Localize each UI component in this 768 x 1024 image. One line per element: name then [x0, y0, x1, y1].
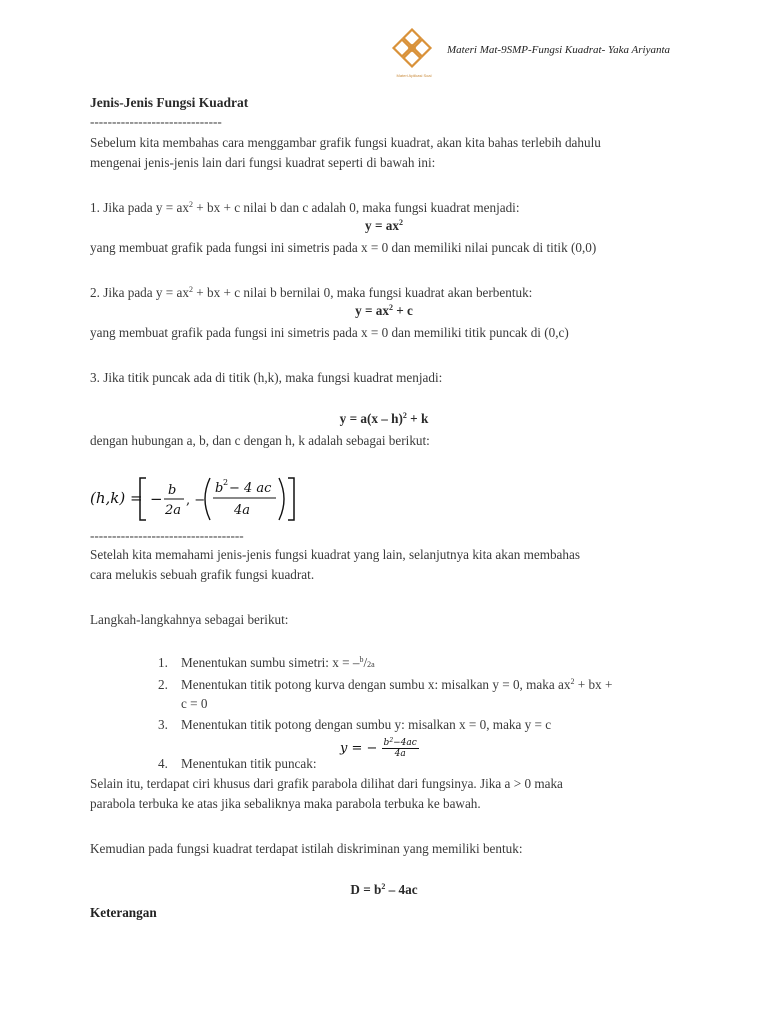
- step3-text: Menentukan titik potong dengan sumbu y: misalkan x = 0, maka y = c: [181, 717, 552, 732]
- item2-text-b: + bx + c nilai b bernilai 0, maka fungsi kuadrat akan berbentuk:: [193, 285, 533, 300]
- item1-text-b: + bx + c nilai b dan c adalah 0, maka fungsi kuadrat menjadi:: [193, 200, 520, 215]
- step1-text: [181, 653, 375, 675]
- item1-text: [90, 198, 520, 218]
- logo-caption: Materi Aplikasi Soal: [396, 73, 432, 78]
- item3-text: 3. Jika titik puncak ada di titik (h,k), maka fungsi kuadrat menjadi:: [90, 370, 443, 385]
- formula-text: + c: [392, 303, 413, 318]
- divider-dashes: ------------------------------: [90, 114, 222, 129]
- item1-desc: yang membuat grafik pada fungsi ini simetris pada x = 0 dan memiliki nilai puncak di titik (0,0): [90, 240, 597, 255]
- num-b: b: [383, 738, 390, 748]
- step2-cont: c = 0: [181, 696, 208, 711]
- hk-b: b: [168, 483, 177, 498]
- item1-formula: [0, 218, 768, 234]
- section-title: Jenis-Jenis Fungsi Kuadrat: [90, 95, 249, 110]
- keterangan-heading: Keterangan: [90, 905, 157, 920]
- divider-dashes-2: -----------------------------------: [90, 528, 244, 543]
- steps-intro: Langkah-langkahnya sebagai berikut:: [90, 612, 289, 627]
- step2-label-b: + bx +: [574, 677, 613, 692]
- sup: b: [359, 655, 364, 664]
- hk-formula: [88, 470, 298, 528]
- item2-text-a: 2. Jika pada y = ax: [90, 285, 189, 300]
- step4-number: 4.: [158, 756, 168, 771]
- hk-sup: 2: [223, 478, 229, 487]
- hk-b2: b: [215, 481, 224, 496]
- step2-number: 2.: [158, 677, 168, 692]
- formula-text: D = b: [350, 882, 382, 897]
- fraction-numerator: [382, 738, 419, 749]
- step2-label-a: Menentukan titik potong kurva dengan sumbu x: misalkan y = 0, maka ax: [181, 677, 571, 692]
- step4-fraction: [382, 738, 419, 759]
- selain-line-2: parabola terbuka ke atas jika sebaliknya maka parabola terbuka ke bawah.: [90, 796, 481, 811]
- step1-label: Menentukan sumbu simetri: x = –: [181, 655, 360, 670]
- intro-line-1: Sebelum kita membahas cara menggambar grafik fungsi kuadrat, akan kita bahas terlebih dahulu: [90, 135, 601, 150]
- selain-line-1: Selain itu, terdapat ciri khusus dari grafik parabola dilihat dari fungsinya. Jika a > 0 maka: [90, 776, 563, 791]
- step2-text: [181, 675, 612, 695]
- hk-lhs: (h,k) =: [90, 489, 143, 507]
- item2-text: [90, 283, 532, 303]
- after-line-1: Setelah kita memahami jenis-jenis fungsi kuadrat yang lain, selanjutnya kita akan membahas: [90, 547, 580, 562]
- sup: 2: [389, 737, 394, 744]
- hk-2a: 2a: [165, 503, 182, 518]
- intro-line-2: mengenai jenis-jenis lain dari fungsi kuadrat seperti di bawah ini:: [90, 155, 436, 170]
- step4-y: y = −: [340, 741, 378, 756]
- formula-text: y = ax: [365, 218, 399, 233]
- item3-desc: dengan hubungan a, b, dan c dengan h, k adalah sebagai berikut:: [90, 433, 430, 448]
- formula-text: y = a(x – h): [339, 411, 403, 426]
- svg-text:−: −: [150, 490, 163, 508]
- fraction-denominator: 4a: [394, 749, 406, 759]
- item2-desc: yang membuat grafik pada fungsi ini simetris pada x = 0 dan memiliki titik puncak di (0,c): [90, 325, 569, 340]
- step1-number: 1.: [158, 655, 168, 670]
- item2-formula: [0, 303, 768, 319]
- sup: 2: [381, 882, 386, 891]
- item3-formula: [0, 411, 768, 427]
- item1-text-a: 1. Jika pada y = ax: [90, 200, 189, 215]
- sup: 2: [189, 200, 193, 209]
- formula-text: + k: [406, 411, 429, 426]
- hk-minus4ac: − 4 ac: [229, 481, 272, 496]
- sup: 2: [570, 677, 575, 686]
- step4-formula: [340, 738, 419, 759]
- sup: 2: [189, 285, 193, 294]
- sup: 2: [402, 411, 407, 420]
- svg-text:, −: , −: [186, 493, 206, 508]
- kemudian-line: Kemudian pada fungsi kuadrat terdapat istilah diskriminan yang memiliki bentuk:: [90, 841, 523, 856]
- sub: 2a: [367, 660, 375, 669]
- num-rest: −4ac: [393, 738, 417, 748]
- hk-4a: 4a: [234, 503, 251, 518]
- step4-text: Menentukan titik puncak:: [181, 756, 317, 771]
- sup: 2: [388, 303, 393, 312]
- step3-number: 3.: [158, 717, 168, 732]
- slash: /: [363, 655, 368, 670]
- discriminant-formula: [0, 882, 768, 898]
- sup: 2: [398, 218, 403, 227]
- formula-text: – 4ac: [385, 882, 418, 897]
- formula-text: y = ax: [355, 303, 389, 318]
- after-line-2: cara melukis sebuah grafik fungsi kuadrat.: [90, 567, 315, 582]
- header-text: Materi Mat-9SMP-Fungsi Kuadrat- Yaka Ariyanta: [447, 44, 671, 56]
